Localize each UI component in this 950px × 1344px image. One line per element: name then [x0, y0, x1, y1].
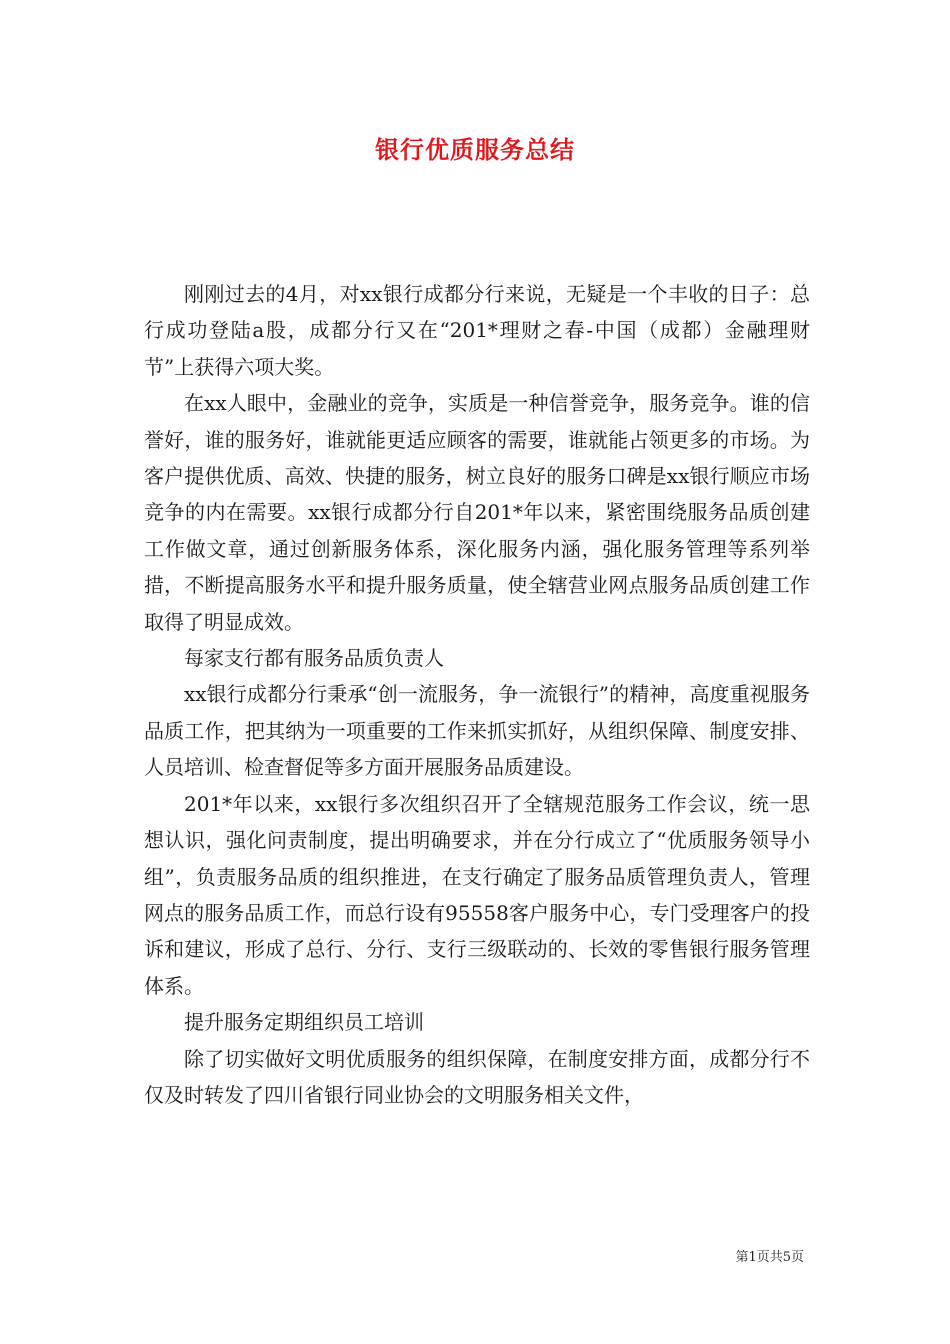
section-heading-service-quality-owner: 每家支行都有服务品质负责人	[184, 646, 444, 671]
paragraph-intro: 刚刚过去的4月，对xx银行成都分行来说，无疑是一个丰收的日子：总行成功登陆a股，成都分行又在“201*理财之春-中国（成都）金融理财节”上获得六项大奖。	[144, 282, 810, 379]
paragraph-institutional-arrangements: 除了切实做好文明优质服务的组织保障，在制度安排方面，成都分行不仅及时转发了四川省银行同业协会的文明服务相关文件，	[144, 1046, 810, 1107]
paragraph-management-system: 201*年以来，xx银行多次组织召开了全辖规范服务工作会议，统一思想认识，强化问责制度，提出明确要求，并在分行成立了“优质服务领导小组”，负责服务品质的组织推进，在支行确定了服务品质管理负责人，管理网点的服务品质工作，而总行设有95558客户服务中心，专门受理客户的投诉和建议，形成了总行、分行、支行三级联动的、长效的零售银行服务管理体系。	[144, 791, 810, 998]
paragraph-competition: 在xx人眼中，金融业的竞争，实质是一种信誉竞争，服务竞争。谁的信誉好，谁的服务好，谁就能更适应顾客的需要，谁就能占领更多的市场。为客户提供优质、高效、快捷的服务，树立良好的服务口碑是xx银行顺应市场竞争的内在需要。xx银行成都分行自201*年以来，紧密围绕服务品质创建工作做文章，通过创新服务体系，深化服务内涵，强化服务管理等系列举措，不断提高服务水平和提升服务质量，使全辖营业网点服务品质创建工作取得了明显成效。	[144, 391, 810, 634]
paragraph-service-spirit: xx银行成都分行秉承“创一流服务，争一流银行”的精神，高度重视服务品质工作，把其纳为一项重要的工作来抓实抓好，从组织保障、制度安排、人员培训、检查督促等多方面开展服务品质建设。	[144, 682, 810, 780]
document-title: 银行优质服务总结	[375, 135, 575, 164]
page-number: 第1页共5页	[735, 1250, 804, 1265]
document-body	[144, 276, 810, 1113]
section-heading-staff-training: 提升服务定期组织员工培训	[184, 1010, 424, 1035]
